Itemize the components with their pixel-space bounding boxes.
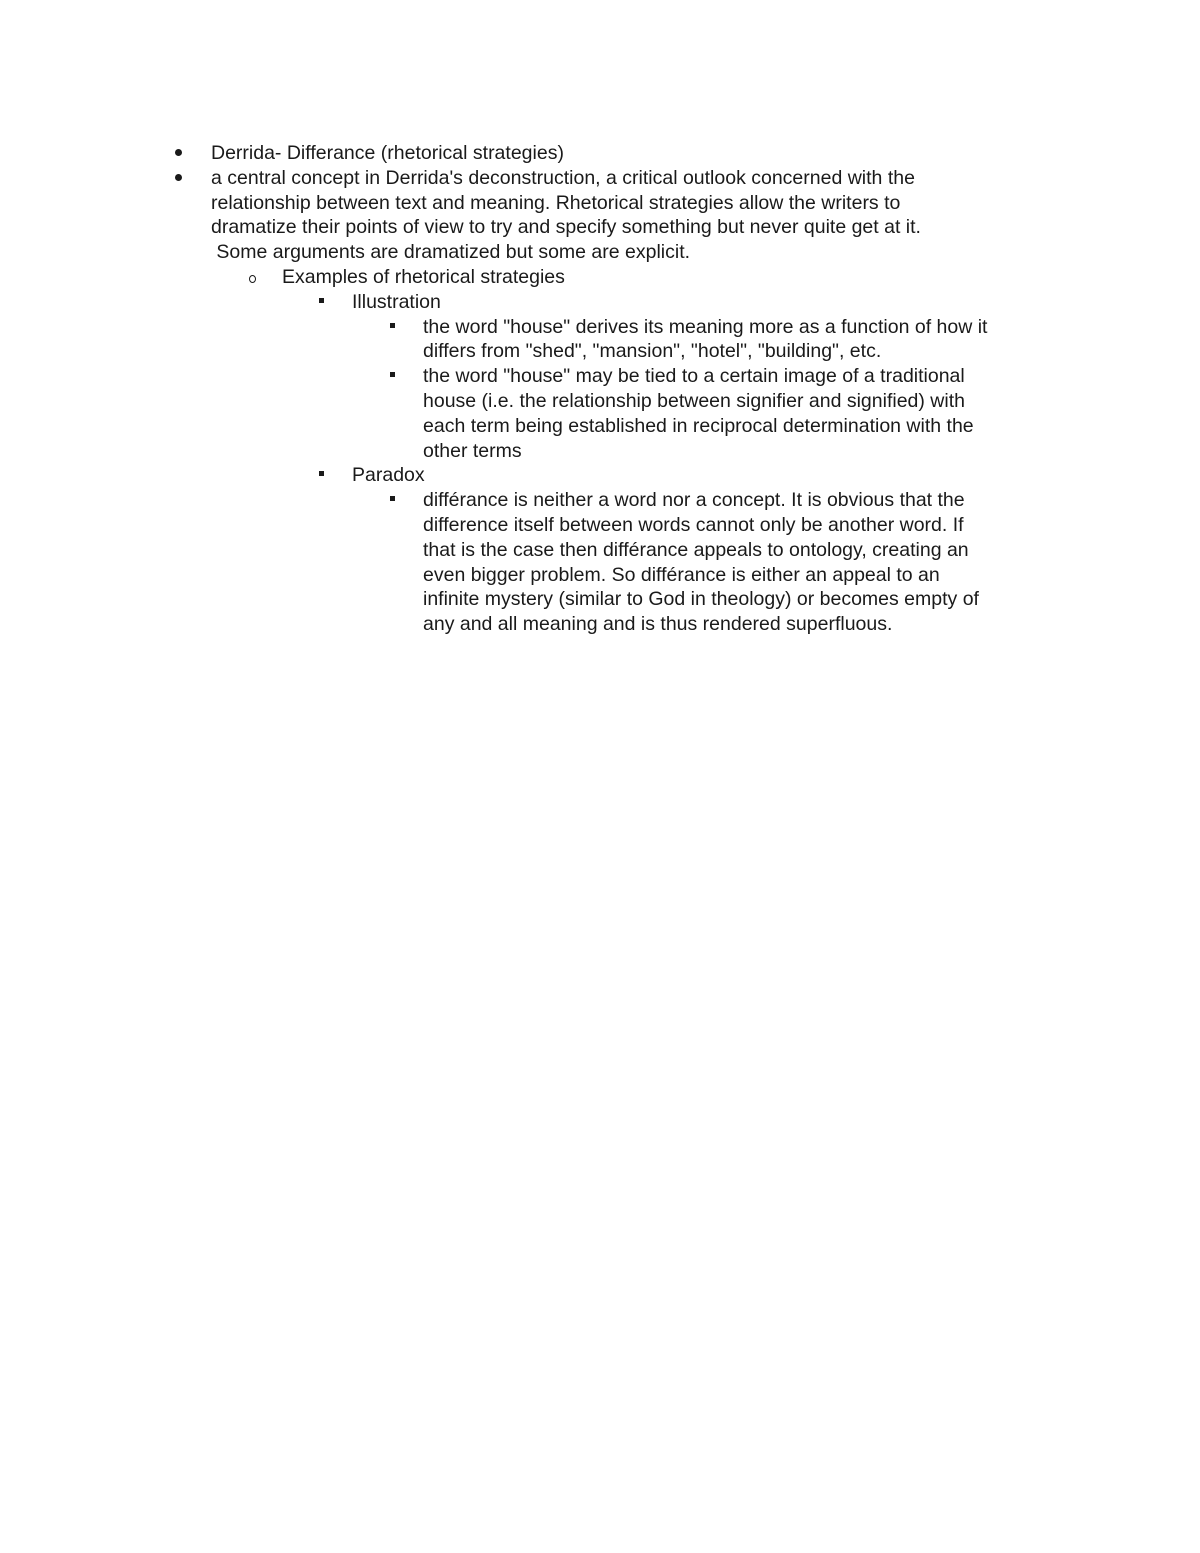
text-line: a central concept in Derrida's deconstruction, a critical outlook concerned with the xyxy=(211,166,915,189)
list-item-examples xyxy=(0,265,1042,290)
list-item-paradox xyxy=(0,463,1052,488)
text-line: dramatize their points of view to try and specify something but never quite get at it. xyxy=(211,216,921,239)
text-line: Examples of rhetorical strategies xyxy=(282,265,565,288)
text-line: the word "house" may be tied to a certain image of a traditional xyxy=(423,365,965,388)
list-item-differance-paradox xyxy=(0,488,1053,637)
text-line: relationship between text and meaning. Rhetorical strategies allow the writers to xyxy=(211,191,901,214)
text-line: infinite mystery (similar to God in theology) or becomes empty of xyxy=(423,588,979,611)
list-item-central-concept xyxy=(0,166,1011,265)
text-line: Some arguments are dramatized but some are explicit. xyxy=(211,241,691,264)
text-line: Derrida- Differance (rhetorical strategies) xyxy=(211,142,564,164)
list-item-house-differs xyxy=(0,315,1053,365)
list-item-illustration xyxy=(0,290,1052,315)
text-line: other terms xyxy=(423,439,522,462)
text-line: that is the case then différance appeals to ontology, creating an xyxy=(423,538,969,561)
text-line: Illustration xyxy=(352,290,441,313)
text-line: différance is neither a word nor a concept. It is obvious that the xyxy=(423,489,965,512)
text-line: house (i.e. the relationship between signifier and signified) with xyxy=(423,389,965,412)
bulleted-outline xyxy=(0,141,1200,637)
text-line: the word "house" derives its meaning more as a function of how it xyxy=(423,315,988,338)
text-line: any and all meaning and is thus rendered superfluous. xyxy=(423,613,893,636)
list-item-house-image xyxy=(0,364,1053,463)
text-line: even bigger problem. So différance is either an appeal to an xyxy=(423,563,940,586)
text-line: Paradox xyxy=(352,464,425,487)
list-item-derrida-heading xyxy=(0,141,1011,166)
text-line: difference itself between words cannot only be another word. If xyxy=(423,513,964,536)
text-line: each term being established in reciprocal determination with the xyxy=(423,414,974,437)
text-line: differs from "shed", "mansion", "hotel", "building", etc. xyxy=(423,340,882,363)
